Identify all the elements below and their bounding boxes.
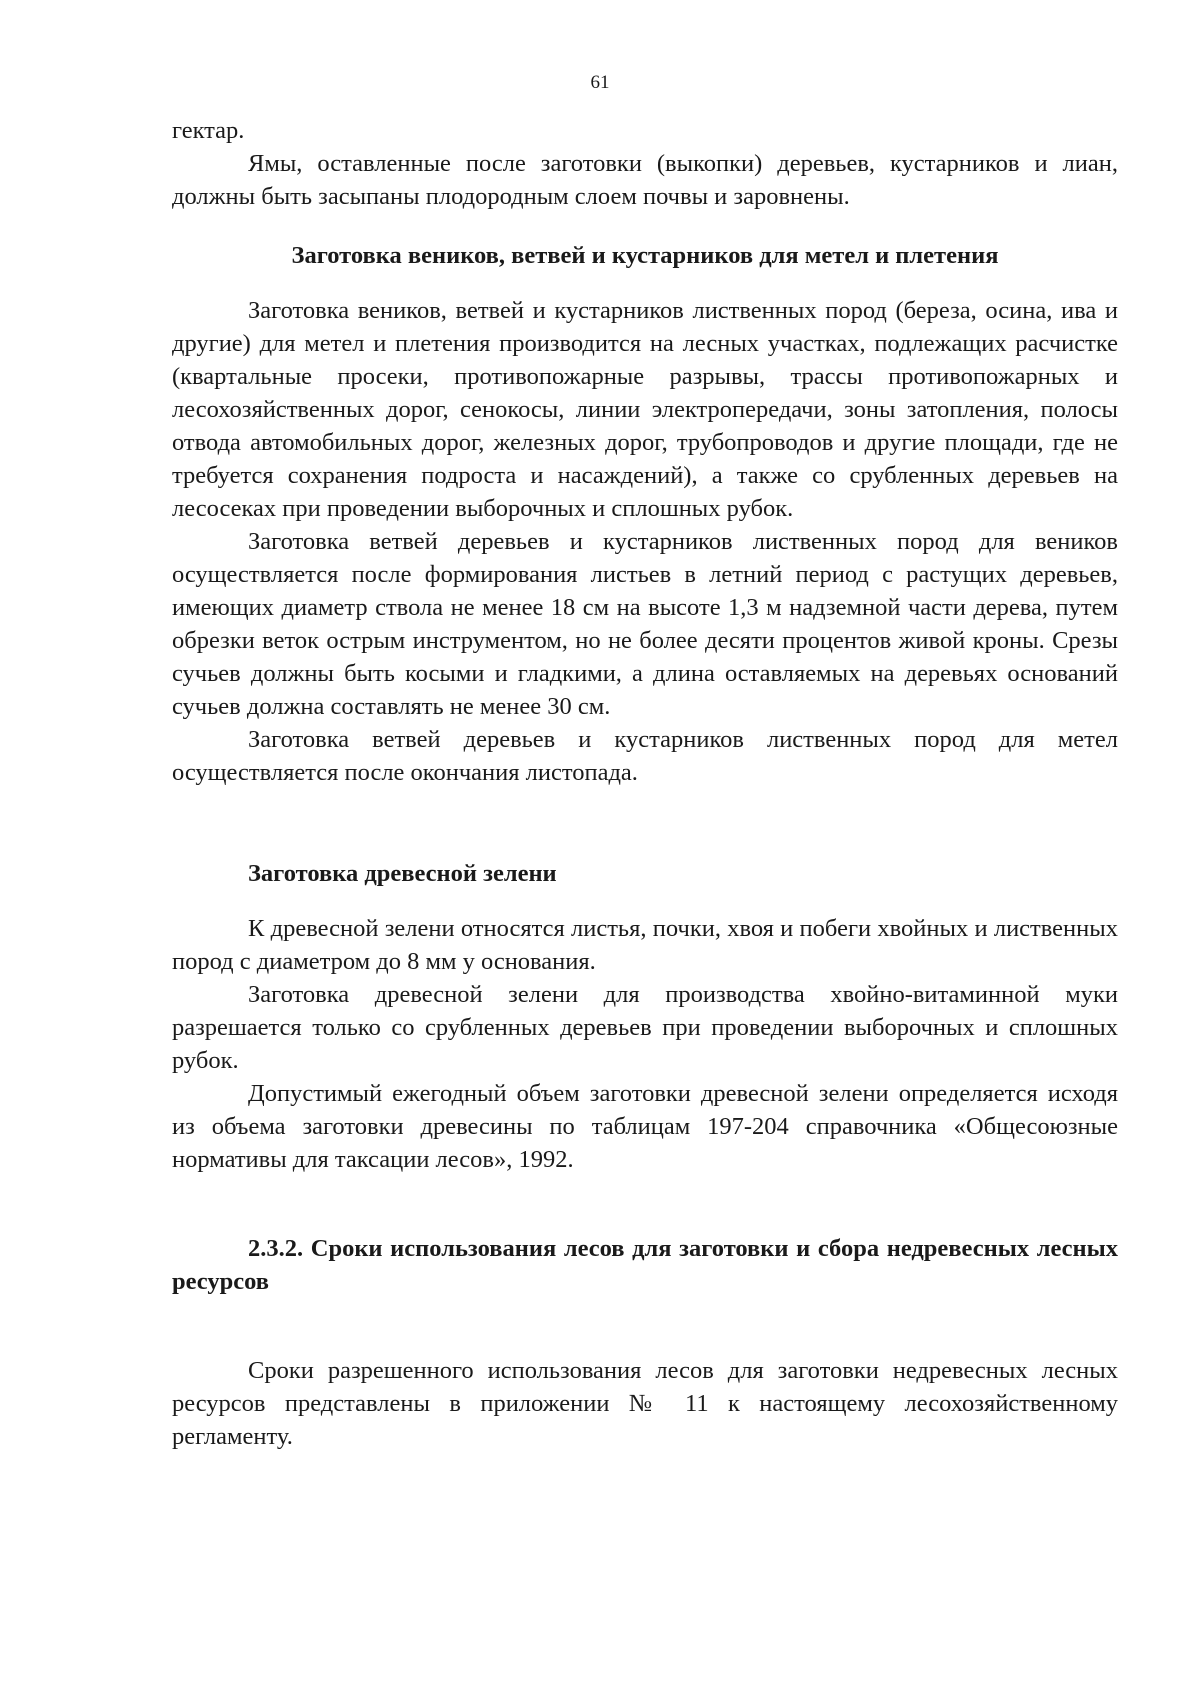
page-number: 61: [590, 72, 610, 93]
heading-zeleni: Заготовка древесной зелени: [248, 860, 557, 887]
paragraph-sroki: Сроки разрешенного использования лесов для заготовки недревесных лесных ресурсов представлены в приложении № 11 к настоящему лесохозяйственному регламенту.: [172, 1357, 1118, 1450]
paragraph-venikov-1: Заготовка веников, ветвей и кустарников лиственных пород (береза, осина, ива и другие) для метел и плетения производится на лесных участках, подлежащих расчистке (квартальные просеки, противопожарные разрывы, трассы противопожарных и лесохозяйственных дорог, сенокосы, линии электропередачи, зоны затопления, полосы отвода автомобильных дорог, железных дорог, трубопроводов и другие площади, где не требуется сохранения подроста и насаждений), а также со срубленных деревьев на лесосеках при проведении выборочных и сплошных рубок.: [172, 297, 1118, 522]
paragraph-venikov-3: Заготовка ветвей деревьев и кустарников лиственных пород для метел осуществляется после окончания листопада.: [172, 726, 1118, 786]
heading-sroki: 2.3.2. Сроки использования лесов для заготовки и сбора недревесных лесных ресурсов: [172, 1235, 1118, 1295]
paragraph-zeleni-2: Заготовка древесной зелени для производства хвойно-витаминной муки разрешается только со срубленных деревьев при проведении выборочных и сплошных рубок.: [172, 981, 1118, 1074]
paragraph-zeleni-1: К древесной зелени относятся листья, почки, хвоя и побеги хвойных и лиственных пород с диаметром до 8 мм у основания.: [172, 915, 1118, 975]
heading-venikov: Заготовка веников, ветвей и кустарников для метел и плетения: [291, 242, 999, 269]
page-content: [172, 114, 1118, 1453]
paragraph-zeleni-3: Допустимый ежегодный объем заготовки древесной зелени определяется исходя из объема заготовки древесины по таблицам 197-204 справочника «Общесоюзные нормативы для таксации лесов», 1992.: [172, 1080, 1118, 1173]
paragraph-yamy: Ямы, оставленные после заготовки (выкопки) деревьев, кустарников и лиан, должны быть засыпаны плодородным слоем почвы и заровнены.: [172, 150, 1118, 210]
paragraph-gektar: гектар.: [172, 117, 245, 144]
paragraph-venikov-2: Заготовка ветвей деревьев и кустарников лиственных пород для веников осуществляется после формирования листьев в летний период с растущих деревьев, имеющих диаметр ствола не менее 18 см на высоте 1,3 м надземной части дерева, путем обрезки веток острым инструментом, но не более десяти процентов живой кроны. Срезы сучьев должны быть косыми и гладкими, а длина оставляемых на деревьях оснований сучьев должна составлять не менее 30 см.: [172, 528, 1118, 720]
